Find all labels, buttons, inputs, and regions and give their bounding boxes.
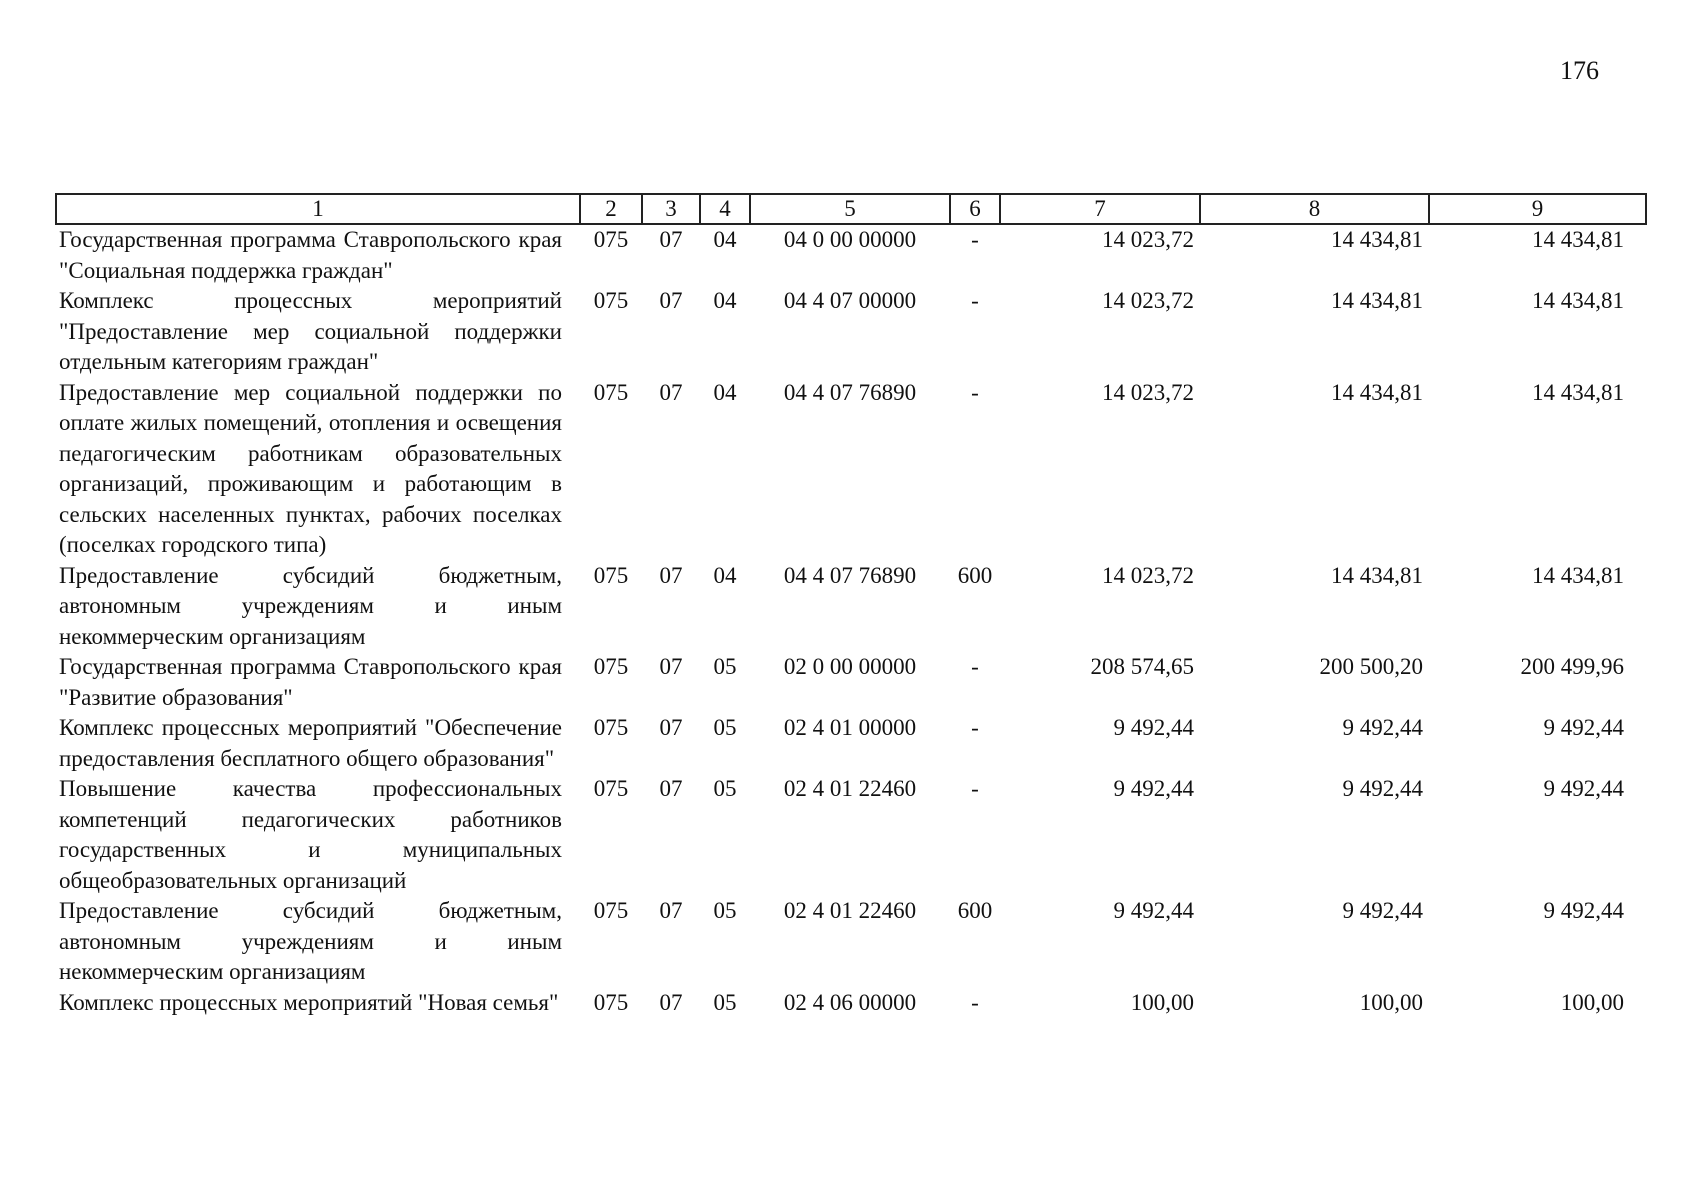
table-row	[56, 988, 1646, 1019]
row-name: Государственная программа Ставропольского края "Социальная поддержка граждан"	[59, 227, 562, 283]
row-value-7: 208 574,65	[1090, 654, 1194, 679]
row-vr: -	[971, 776, 979, 801]
row-pr: 04	[713, 227, 737, 252]
row-value-7: 14 023,72	[1102, 379, 1194, 405]
row-value-9: 9 492,44	[1543, 898, 1624, 923]
row-value-9: 100,00	[1560, 989, 1624, 1015]
row-ved: 075	[593, 989, 629, 1015]
row-value-8: 14 434,81	[1331, 288, 1423, 313]
row-csr: 04 4 07 76890	[783, 379, 917, 405]
table-row	[56, 224, 1646, 286]
row-name: Повышение качества профессиональных компетенций педагогических работников государственных и муниципальных общеобразовательных организаций	[59, 776, 562, 893]
table-row	[56, 286, 1646, 378]
row-pr: 05	[713, 776, 737, 801]
row-ved: 075	[593, 288, 629, 313]
header-cell-5: 5	[750, 194, 950, 224]
row-value-7: 14 023,72	[1102, 288, 1194, 313]
row-csr: 02 4 01 22460	[783, 776, 917, 801]
header-row	[56, 194, 1646, 224]
row-ved: 075	[593, 562, 629, 588]
header-cell-6: 6	[950, 194, 1000, 224]
header-cell-7: 7	[1000, 194, 1200, 224]
row-pr: 05	[713, 989, 737, 1015]
row-value-7: 9 492,44	[1113, 898, 1194, 923]
row-value-9: 14 434,81	[1532, 288, 1624, 313]
table-row	[56, 896, 1646, 988]
row-value-9: 9 492,44	[1543, 776, 1624, 801]
header-cell-9: 9	[1429, 194, 1646, 224]
row-rz: 07	[659, 288, 683, 313]
row-value-7: 9 492,44	[1113, 715, 1194, 740]
row-rz: 07	[659, 715, 683, 740]
row-vr: -	[971, 227, 979, 252]
row-value-7: 100,00	[1130, 989, 1194, 1015]
header-cell-8: 8	[1200, 194, 1429, 224]
row-value-9: 14 434,81	[1532, 562, 1624, 588]
row-value-8: 14 434,81	[1331, 562, 1423, 588]
row-value-9: 9 492,44	[1543, 715, 1624, 740]
row-ved: 075	[593, 898, 629, 923]
row-name: Предоставление мер социальной поддержки по оплате жилых помещений, отопления и освещения педагогическим работникам образовательных организаций, проживающим и работающим в сельских населенных пунктах, рабочих поселках (поселках городского типа)	[59, 379, 562, 557]
row-vr: -	[971, 989, 979, 1015]
row-value-7: 14 023,72	[1102, 562, 1194, 588]
row-value-7: 9 492,44	[1113, 776, 1194, 801]
row-rz: 07	[659, 989, 683, 1015]
row-rz: 07	[659, 776, 683, 801]
row-csr: 04 4 07 00000	[783, 288, 917, 313]
row-pr: 05	[713, 898, 737, 923]
row-value-8: 14 434,81	[1331, 379, 1423, 405]
row-value-9: 14 434,81	[1532, 227, 1624, 252]
table-row	[56, 652, 1646, 713]
row-pr: 05	[713, 654, 737, 679]
row-csr: 02 0 00 00000	[783, 654, 917, 679]
page-number: 176	[1560, 56, 1599, 85]
row-name: Предоставление субсидий бюджетным, автономным учреждениям и иным некоммерческим организациям	[59, 562, 562, 649]
table-row	[56, 378, 1646, 561]
row-value-9: 200 499,96	[1520, 654, 1624, 679]
table-row	[56, 713, 1646, 774]
table-header	[56, 194, 1646, 224]
row-name: Государственная программа Ставропольского края "Развитие образования"	[59, 654, 562, 710]
row-ved: 075	[593, 379, 629, 405]
row-vr: -	[971, 715, 979, 740]
row-csr: 02 4 01 22460	[783, 898, 917, 923]
row-pr: 04	[713, 288, 737, 313]
row-value-8: 9 492,44	[1342, 898, 1423, 923]
row-value-8: 200 500,20	[1319, 654, 1423, 679]
row-vr: 600	[957, 562, 993, 588]
row-vr: 600	[957, 898, 993, 923]
header-cell-3: 3	[642, 194, 700, 224]
row-rz: 07	[659, 562, 683, 588]
row-value-8: 9 492,44	[1342, 715, 1423, 740]
row-ved: 075	[593, 715, 629, 740]
row-value-8: 14 434,81	[1331, 227, 1423, 252]
row-ved: 075	[593, 227, 629, 252]
table-row	[56, 561, 1646, 653]
row-vr: -	[971, 379, 979, 405]
header-cell-4: 4	[700, 194, 750, 224]
row-pr: 04	[713, 379, 737, 405]
table-body	[56, 224, 1646, 1018]
row-value-8: 9 492,44	[1342, 776, 1423, 801]
row-name: Комплекс процессных мероприятий "Новая семья"	[59, 989, 559, 1015]
header-cell-1: 1	[56, 194, 580, 224]
row-rz: 07	[659, 898, 683, 923]
row-vr: -	[971, 288, 979, 313]
row-rz: 07	[659, 379, 683, 405]
row-name: Комплекс процессных мероприятий "Предоставление мер социальной поддержки отдельным категориям граждан"	[59, 288, 562, 374]
row-rz: 07	[659, 227, 683, 252]
row-pr: 05	[713, 715, 737, 740]
row-csr: 04 4 07 76890	[783, 562, 917, 588]
row-csr: 04 0 00 00000	[783, 227, 917, 252]
row-ved: 075	[593, 654, 629, 679]
budget-table	[55, 193, 1647, 1018]
row-name: Комплекс процессных мероприятий "Обеспечение предоставления бесплатного общего образования"	[59, 715, 562, 771]
row-value-7: 14 023,72	[1102, 227, 1194, 252]
header-cell-2: 2	[580, 194, 642, 224]
row-vr: -	[971, 654, 979, 679]
row-csr: 02 4 06 00000	[783, 989, 917, 1015]
row-ved: 075	[593, 776, 629, 801]
row-name: Предоставление субсидий бюджетным, автономным учреждениям и иным некоммерческим организациям	[59, 898, 562, 984]
row-value-8: 100,00	[1359, 989, 1423, 1015]
table-row	[56, 774, 1646, 896]
row-value-9: 14 434,81	[1532, 379, 1624, 405]
row-rz: 07	[659, 654, 683, 679]
row-pr: 04	[713, 562, 737, 588]
row-csr: 02 4 01 00000	[783, 715, 917, 740]
